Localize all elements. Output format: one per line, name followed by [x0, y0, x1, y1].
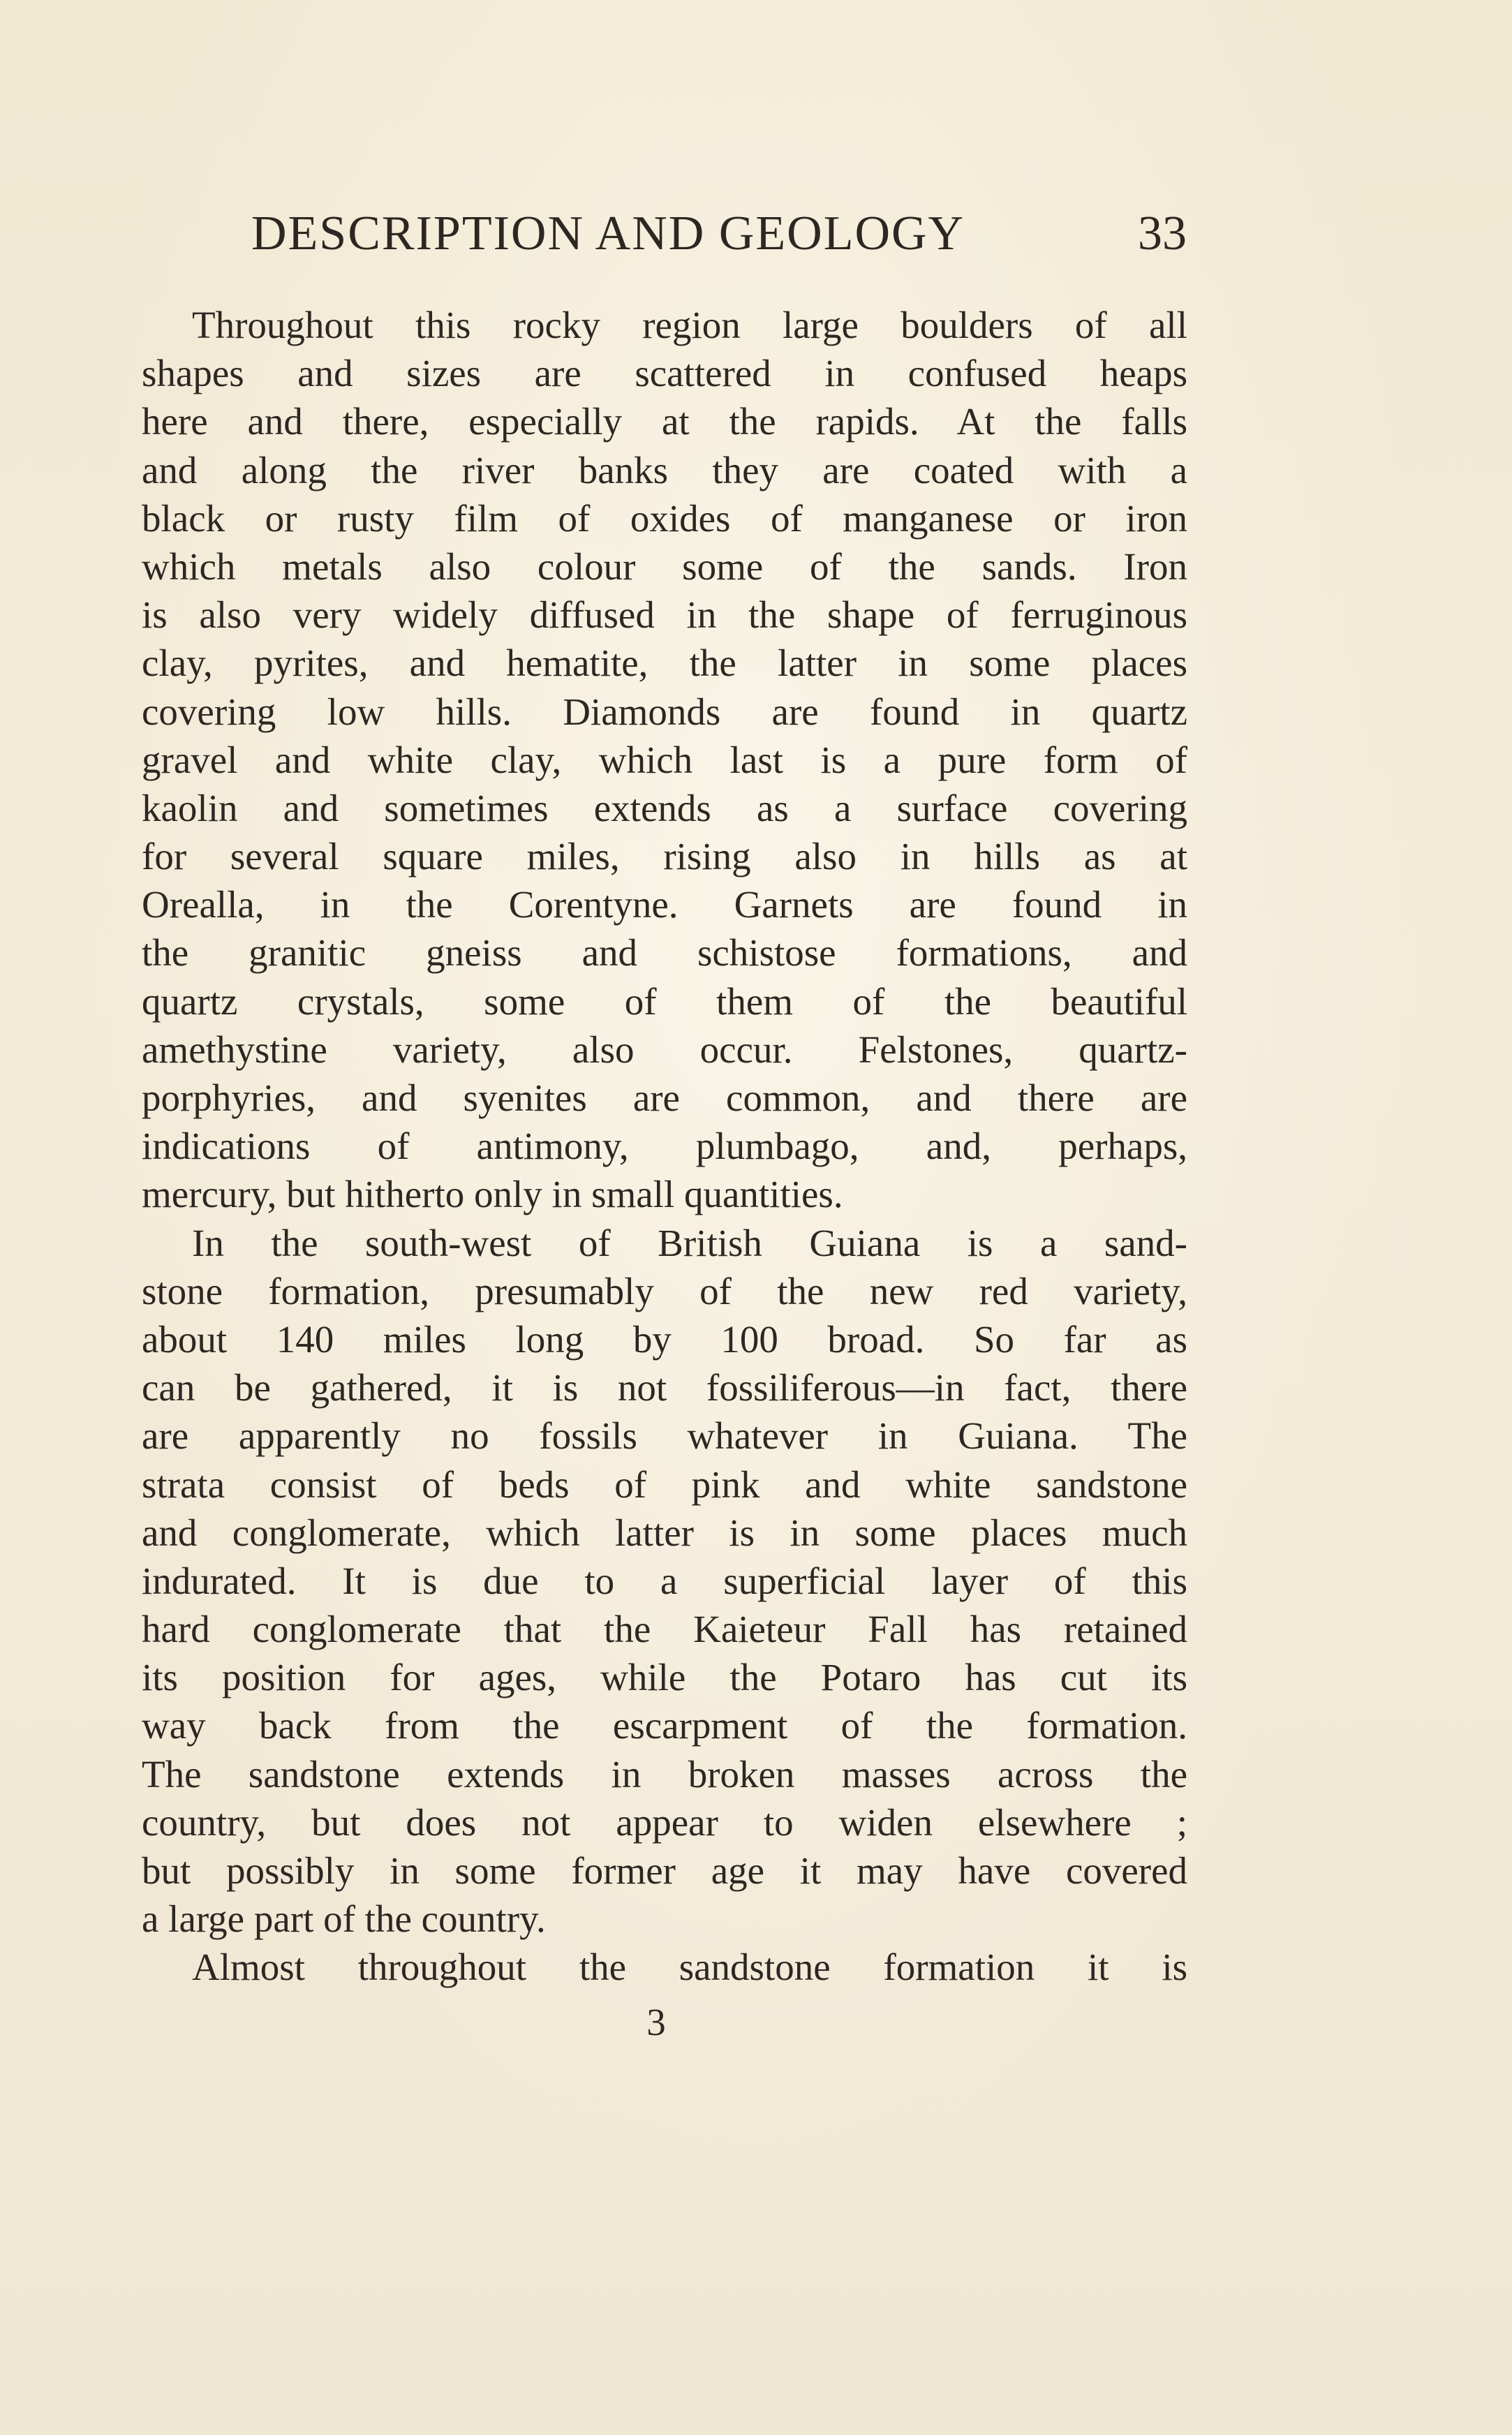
text-line: black or rusty film of oxides of manganese or iron — [142, 496, 1187, 540]
text-line: hard conglomerate that the Kaieteur Fall has retained — [142, 1608, 1187, 1651]
text-line: and conglomerate, which latter is in some places much — [142, 1511, 1187, 1554]
text-line: Almost throughout the sandstone formation it is — [192, 1946, 1187, 1989]
running-head-title: DESCRIPTION AND GEOLOGY — [251, 207, 965, 260]
paragraph — [142, 1943, 1187, 1991]
text-line: In the south-west of British Guiana is a sand- — [192, 1221, 1187, 1264]
text-line: The sandstone extends in broken masses across the — [142, 1752, 1187, 1796]
text-line: for several square miles, rising also in hills as at — [142, 835, 1187, 878]
text-line: strata consist of beds of pink and white sandstone — [142, 1463, 1187, 1506]
text-line: stone formation, presumably of the new red variety, — [142, 1269, 1187, 1312]
text-line: here and there, especially at the rapids. At the falls — [142, 400, 1187, 443]
text-line: can be gathered, it is not fossiliferous—in fact, there — [142, 1366, 1187, 1409]
paragraph — [142, 1219, 1187, 1944]
text-line: and along the river banks they are coated with a — [142, 448, 1187, 491]
text-line: quartz crystals, some of them of the beautiful — [142, 979, 1187, 1023]
text-line: are apparently no fossils whatever in Guiana. The — [142, 1414, 1187, 1458]
page-number: 33 — [1138, 207, 1187, 260]
text-line: about 140 miles long by 100 broad. So far as — [142, 1317, 1187, 1361]
text-line: Orealla, in the Corentyne. Garnets are found in — [142, 883, 1187, 926]
text-line: gravel and white clay, which last is a pure form of — [142, 738, 1187, 781]
running-head — [251, 202, 1187, 265]
text-line: a large part of the country. — [142, 1897, 546, 1941]
text-line: indurated. It is due to a superficial layer of this — [142, 1559, 1187, 1602]
text-line: mercury, but hitherto only in small quantities. — [142, 1173, 843, 1216]
text-line: shapes and sizes are scattered in confused heaps — [142, 352, 1187, 395]
text-line: but possibly in some former age it may have covered — [142, 1849, 1187, 1892]
text-line: covering low hills. Diamonds are found in quartz — [142, 690, 1187, 733]
paragraph — [142, 301, 1187, 1219]
text-line: the granitic gneiss and schistose formations, and — [142, 931, 1187, 975]
text-line: clay, pyrites, and hematite, the latter in some places — [142, 642, 1187, 685]
signature-mark: 3 — [646, 2001, 666, 2043]
text-line: its position for ages, while the Potaro has cut its — [142, 1656, 1187, 1699]
text-line: kaolin and sometimes extends as a surface covering — [142, 786, 1187, 829]
text-line: indications of antimony, plumbago, and, perhaps, — [142, 1125, 1187, 1168]
body-text — [142, 301, 1187, 1992]
text-line: country, but does not appear to widen elsewhere ; — [142, 1800, 1187, 1844]
text-line: which metals also colour some of the sands. Iron — [142, 545, 1187, 588]
text-line: way back from the escarpment of the formation. — [142, 1704, 1187, 1747]
text-line: is also very widely diffused in the shape of ferruginous — [142, 593, 1187, 637]
text-line: Throughout this rocky region large boulders of all — [192, 304, 1187, 346]
text-line: porphyries, and syenites are common, and there are — [142, 1076, 1187, 1119]
text-line: amethystine variety, also occur. Felstones, quartz- — [142, 1028, 1187, 1071]
